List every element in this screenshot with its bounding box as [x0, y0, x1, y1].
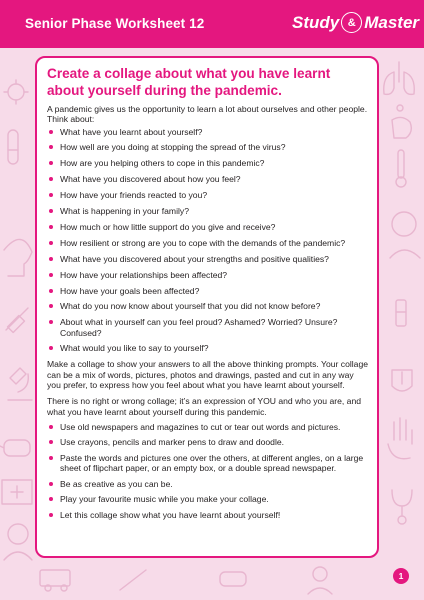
- page-number-badge: 1: [393, 568, 409, 584]
- bullet-icon: [49, 304, 53, 308]
- brand-ampersand: &: [341, 12, 362, 33]
- expression-paragraph: There is no right or wrong collage; it’s an expression of YOU and who you are, and what you have learnt about yourself during this pandemic.: [47, 396, 362, 417]
- head-profile-icon: [4, 239, 32, 276]
- list-item: How have your friends reacted to you?: [47, 190, 369, 200]
- ambulance-icon: [40, 570, 70, 591]
- person-head-icon: [4, 524, 32, 560]
- bullet-icon: [49, 320, 53, 324]
- study-master-logo: [292, 12, 419, 33]
- bullet-icon: [49, 225, 53, 229]
- list-item: What would you like to say to yourself?: [47, 343, 369, 353]
- bullet-icon: [49, 273, 53, 277]
- list-item: How well are you doing at stopping the spread of the virus?: [47, 142, 369, 152]
- brand-word-master: Master: [364, 12, 420, 32]
- bullet-icon: [49, 346, 53, 350]
- bullet-icon: [49, 289, 53, 293]
- card-title: Create a collage about what you have learnt about yourself during the pandemic.: [47, 66, 331, 98]
- bullet-icon: [49, 482, 53, 486]
- bullet-icon: [49, 257, 53, 261]
- list-item: Let this collage show what you have learnt about yourself!: [47, 510, 369, 520]
- list-item: How resilient or strong are you to cope with the demands of the pandemic?: [47, 238, 369, 248]
- hand-wash-icon: [392, 105, 411, 138]
- list-item: Paste the words and pictures one over the others, at different angles, on a large sheet of flipchart paper, or an empty box, or a double spread newspaper.: [47, 453, 369, 474]
- brand-word-study: Study: [292, 12, 340, 32]
- bullet-icon: [49, 177, 53, 181]
- syringe-icon: [6, 308, 28, 332]
- bullet-icon: [49, 456, 53, 460]
- bullet-icon: [49, 425, 53, 429]
- worksheet-card: [35, 56, 379, 558]
- collage-steps-list: [47, 422, 369, 520]
- lungs-icon: [384, 62, 415, 94]
- bullet-icon: [49, 145, 53, 149]
- stethoscope-icon: [392, 490, 412, 524]
- bullet-icon: [49, 513, 53, 517]
- list-item: How have your relationships been affected?: [47, 270, 369, 280]
- test-tube-icon: [8, 130, 18, 164]
- bullet-icon: [49, 130, 53, 134]
- list-item: Be as creative as you can be.: [47, 479, 369, 489]
- list-item: How are you helping others to cope in this pandemic?: [47, 158, 369, 168]
- intro-paragraph: A pandemic gives us the opportunity to learn a lot about ourselves and other people. Think about:: [47, 104, 368, 125]
- list-item: How much or how little support do you give and receive?: [47, 222, 369, 232]
- bullet-icon: [49, 241, 53, 245]
- bullet-icon: [49, 497, 53, 501]
- collage-instructions-paragraph: Make a collage to show your answers to all the above thinking prompts. Your collage can be a mix of words, pictures, photos and drawings, pasted and cut in any way you prefer, to express how you feel about what you have learnt about yourself.: [47, 359, 369, 390]
- mask-small-icon: [220, 572, 246, 586]
- list-item: Use old newspapers and magazines to cut or tear out words and pictures.: [47, 422, 369, 432]
- hospital-icon: [2, 480, 32, 504]
- bullet-icon: [49, 193, 53, 197]
- list-item: What is happening in your family?: [47, 206, 369, 216]
- person-small-icon: [308, 567, 332, 594]
- list-item: What have you discovered about your strengths and positive qualities?: [47, 254, 369, 264]
- list-item: How have your goals been affected?: [47, 286, 369, 296]
- bullet-icon: [49, 440, 53, 444]
- list-item: What do you now know about yourself that you did not know before?: [47, 301, 369, 311]
- virus-icon: [4, 80, 28, 104]
- cross-shield-icon: [392, 370, 412, 391]
- list-item: Use crayons, pencils and marker pens to draw and doodle.: [47, 437, 369, 447]
- vial-icon: [396, 300, 406, 326]
- hand-icon: [388, 418, 412, 459]
- page-header: [0, 0, 424, 48]
- face-mask-icon: [0, 440, 30, 456]
- syringe-small-icon: [120, 570, 146, 590]
- microscope-icon: [8, 368, 32, 400]
- bullet-icon: [49, 209, 53, 213]
- worksheet-title: Senior Phase Worksheet 12: [25, 16, 205, 31]
- list-item: What have you learnt about yourself?: [47, 127, 369, 137]
- person-thinking-icon: [390, 212, 420, 258]
- list-item: Play your favourite music while you make your collage.: [47, 494, 369, 504]
- list-item: What have you discovered about how you feel?: [47, 174, 369, 184]
- list-item: About what in yourself can you feel proud? Ashamed? Worried? Unsure? Confused?: [47, 317, 369, 338]
- thermometer-icon: [396, 150, 406, 187]
- bullet-icon: [49, 161, 53, 165]
- thinking-prompts-list: [47, 127, 369, 354]
